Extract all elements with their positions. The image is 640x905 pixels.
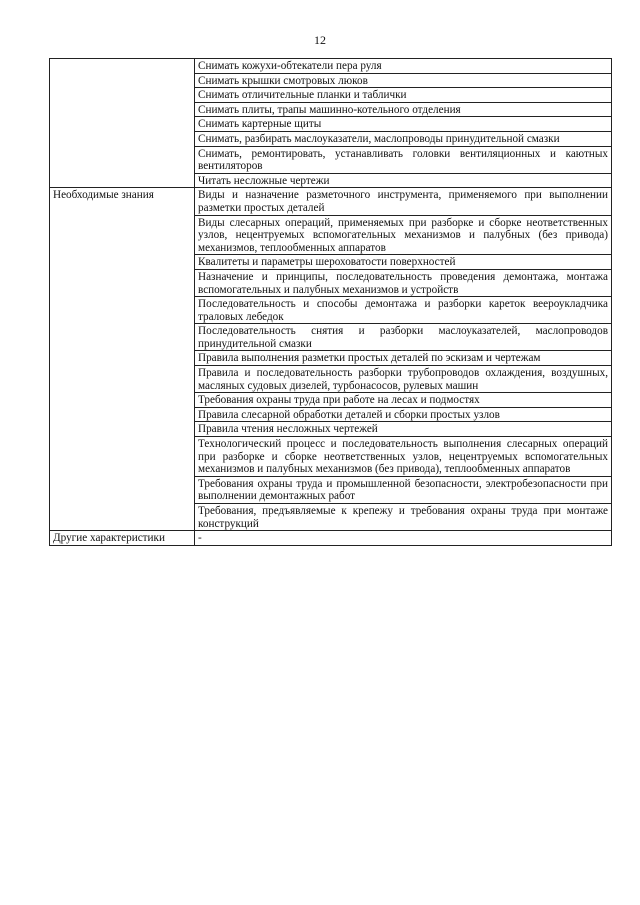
- section-item: Технологический процесс и последовательность выполнения слесарных операций при разборке и сборке неответственных узлов, нецентруемых вспомогательных механизмов и палубных механизмов (без привода), теплообменных аппаратов: [195, 437, 612, 477]
- table-row: [50, 59, 612, 74]
- section-item: Требования, предъявляемые к крепежу и требования охраны труда при монтаже конструкций: [195, 504, 612, 531]
- section-label: [50, 59, 195, 188]
- section-item: Снимать, разбирать маслоуказатели, маслопроводы принудительной смазки: [195, 131, 612, 146]
- qualification-table: [49, 58, 612, 546]
- section-item: Требования охраны труда и промышленной безопасности, электробезопасности при выполнении демонтажных работ: [195, 476, 612, 503]
- section-item: Читать несложные чертежи: [195, 173, 612, 188]
- section-item: Квалитеты и параметры шероховатости поверхностей: [195, 255, 612, 270]
- section-label: Необходимые знания: [50, 188, 195, 531]
- section-item: Снимать плиты, трапы машинно-котельного отделения: [195, 102, 612, 117]
- section-item: Виды слесарных операций, применяемых при разборке и сборке неответственных узлов, нецентруемых вспомогательных механизмов и палубных (без привода) механизмов, теплообменных аппаратов: [195, 215, 612, 255]
- table-row: [50, 531, 612, 546]
- section-item: Последовательность и способы демонтажа и разборки кареток веероукладчика траловых лебедок: [195, 297, 612, 324]
- section-item: Правила слесарной обработки деталей и сборки простых узлов: [195, 407, 612, 422]
- section-item: Снимать, ремонтировать, устанавливать головки вентиляционных и каютных вентиляторов: [195, 146, 612, 173]
- section-item: Требования охраны труда при работе на лесах и подмостях: [195, 393, 612, 408]
- page-number: 12: [314, 33, 326, 47]
- section-item: Снимать картерные щиты: [195, 117, 612, 132]
- section-item: Правила выполнения разметки простых деталей по эскизам и чертежам: [195, 351, 612, 366]
- section-item: Виды и назначение разметочного инструмента, применяемого при выполнении разметки простых деталей: [195, 188, 612, 215]
- section-item: Снимать крышки смотровых люков: [195, 73, 612, 88]
- section-label: Другие характеристики: [50, 531, 195, 546]
- section-item: Последовательность снятия и разборки маслоуказателей, маслопроводов принудительной смазки: [195, 324, 612, 351]
- section-item: Правила чтения несложных чертежей: [195, 422, 612, 437]
- section-item: Снимать отличительные планки и таблички: [195, 88, 612, 103]
- section-item: -: [195, 531, 612, 546]
- section-item: Назначение и принципы, последовательность проведения демонтажа, монтажа вспомогательных и палубных механизмов и устройств: [195, 269, 612, 296]
- table-row: [50, 188, 612, 215]
- section-item: Снимать кожухи-обтекатели пера руля: [195, 59, 612, 74]
- section-item: Правила и последовательность разборки трубопроводов охлаждения, воздушных, масляных судовых дизелей, турбонасосов, рулевых машин: [195, 366, 612, 393]
